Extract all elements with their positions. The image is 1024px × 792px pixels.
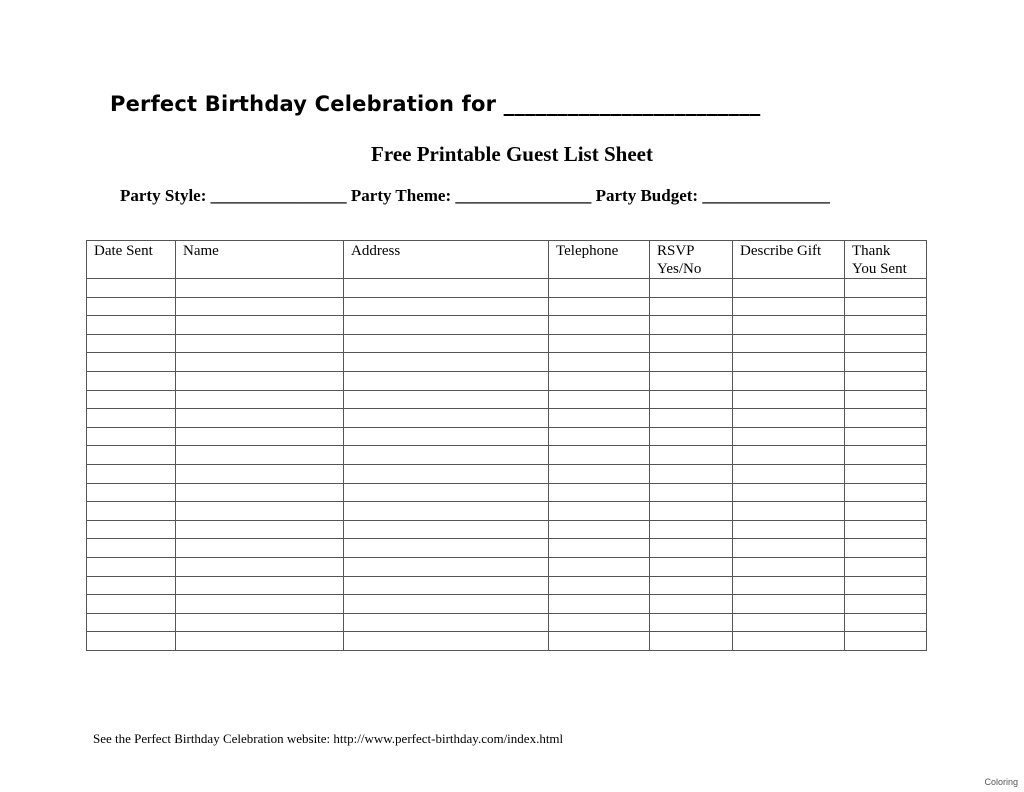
table-row (87, 520, 927, 539)
table-cell (845, 576, 927, 595)
table-cell (87, 390, 176, 409)
table-row (87, 297, 927, 316)
guest-list-table (86, 240, 927, 651)
table-cell (344, 483, 549, 502)
table-cell (549, 520, 650, 539)
table-cell (549, 390, 650, 409)
table-cell (176, 409, 344, 428)
table-cell (87, 520, 176, 539)
header-date-sent: Date Sent (87, 241, 176, 279)
table-cell (733, 279, 845, 298)
table-cell (176, 464, 344, 483)
table-cell (176, 371, 344, 390)
table-cell (845, 446, 927, 465)
party-fields: Party Style: ________________ Party Theme: ________________ Party Budget: _______________ (120, 186, 830, 205)
table-cell (845, 390, 927, 409)
table-cell (344, 595, 549, 614)
table-cell (176, 279, 344, 298)
table-cell (733, 390, 845, 409)
table-cell (87, 576, 176, 595)
table-cell (733, 353, 845, 372)
table-cell (549, 595, 650, 614)
table-cell (344, 446, 549, 465)
table-row (87, 539, 927, 558)
table-cell (733, 334, 845, 353)
table-cell (176, 613, 344, 632)
table-row (87, 576, 927, 595)
table-cell (650, 576, 733, 595)
table-cell (344, 297, 549, 316)
table-cell (176, 595, 344, 614)
table-cell (87, 539, 176, 558)
table-cell (845, 539, 927, 558)
watermark: Coloring (984, 777, 1018, 787)
table-row (87, 390, 927, 409)
table-cell (845, 334, 927, 353)
document-title: Perfect Birthday Celebration for ________________________ (110, 92, 761, 116)
table-cell (733, 446, 845, 465)
table-cell (733, 502, 845, 521)
table-cell (845, 502, 927, 521)
table-row (87, 334, 927, 353)
table-row (87, 446, 927, 465)
header-thank-you-sent: Thank You Sent (845, 241, 927, 279)
table-cell (733, 557, 845, 576)
table-cell (176, 539, 344, 558)
table-cell (549, 334, 650, 353)
table-cell (650, 632, 733, 651)
table-cell (176, 390, 344, 409)
table-cell (650, 390, 733, 409)
table-cell (549, 409, 650, 428)
table-cell (650, 427, 733, 446)
table-cell (87, 446, 176, 465)
table-cell (176, 334, 344, 353)
table-cell (549, 427, 650, 446)
table-cell (549, 557, 650, 576)
table-cell (549, 464, 650, 483)
table-cell (549, 613, 650, 632)
table-cell (87, 464, 176, 483)
table-row (87, 595, 927, 614)
table-cell (650, 446, 733, 465)
table-cell (176, 353, 344, 372)
table-cell (549, 446, 650, 465)
table-cell (733, 483, 845, 502)
table-cell (845, 483, 927, 502)
table-cell (650, 353, 733, 372)
table-cell (650, 409, 733, 428)
table-cell (87, 334, 176, 353)
table-cell (344, 613, 549, 632)
table-cell (87, 613, 176, 632)
table-cell (344, 279, 549, 298)
table-cell (733, 297, 845, 316)
table-cell (176, 297, 344, 316)
header-describe-gift: Describe Gift (733, 241, 845, 279)
footer-note: See the Perfect Birthday Celebration website: http://www.perfect-birthday.com/index.html (93, 731, 564, 746)
table-cell (845, 353, 927, 372)
table-cell (549, 353, 650, 372)
table-row (87, 316, 927, 335)
table-cell (549, 483, 650, 502)
table-cell (176, 502, 344, 521)
header-telephone: Telephone (549, 241, 650, 279)
table-row (87, 409, 927, 428)
table-cell (344, 427, 549, 446)
table-row (87, 632, 927, 651)
table-cell (344, 334, 549, 353)
header-name: Name (176, 241, 344, 279)
table-cell (176, 520, 344, 539)
table-cell (650, 371, 733, 390)
table-cell (87, 409, 176, 428)
table-row (87, 279, 927, 298)
table-cell (344, 502, 549, 521)
table-cell (549, 502, 650, 521)
table-cell (176, 576, 344, 595)
table-cell (733, 409, 845, 428)
table-cell (733, 632, 845, 651)
table-cell (733, 520, 845, 539)
table-cell (176, 557, 344, 576)
table-cell (845, 297, 927, 316)
table-cell (87, 632, 176, 651)
table-cell (176, 316, 344, 335)
table-row (87, 371, 927, 390)
table-cell (733, 427, 845, 446)
table-cell (845, 409, 927, 428)
table-cell (733, 316, 845, 335)
table-cell (650, 539, 733, 558)
table-header-row (87, 241, 927, 279)
table-cell (344, 632, 549, 651)
table-row (87, 613, 927, 632)
table-cell (87, 353, 176, 372)
table-cell (845, 632, 927, 651)
table-cell (549, 539, 650, 558)
table-cell (176, 446, 344, 465)
table-cell (87, 557, 176, 576)
table-cell (650, 557, 733, 576)
table-cell (344, 353, 549, 372)
table-cell (87, 483, 176, 502)
table-cell (845, 595, 927, 614)
table-cell (87, 297, 176, 316)
table-cell (344, 539, 549, 558)
table-cell (344, 371, 549, 390)
table-cell (845, 371, 927, 390)
table-cell (549, 316, 650, 335)
table-cell (87, 427, 176, 446)
table-row (87, 427, 927, 446)
table-cell (176, 483, 344, 502)
table-cell (845, 279, 927, 298)
table-cell (549, 297, 650, 316)
table-cell (650, 334, 733, 353)
table-cell (845, 316, 927, 335)
table-cell (549, 371, 650, 390)
table-cell (650, 502, 733, 521)
table-cell (650, 483, 733, 502)
table-cell (344, 520, 549, 539)
table-cell (344, 390, 549, 409)
table-cell (845, 557, 927, 576)
table-cell (733, 613, 845, 632)
table-cell (344, 409, 549, 428)
table-cell (733, 464, 845, 483)
table-cell (176, 632, 344, 651)
table-cell (87, 371, 176, 390)
table-cell (176, 427, 344, 446)
table-cell (87, 279, 176, 298)
table-cell (87, 595, 176, 614)
header-address: Address (344, 241, 549, 279)
table-cell (650, 520, 733, 539)
table-cell (549, 632, 650, 651)
table-cell (650, 279, 733, 298)
table-cell (845, 464, 927, 483)
table-cell (650, 613, 733, 632)
table-cell (344, 316, 549, 335)
table-row (87, 483, 927, 502)
table-cell (549, 279, 650, 298)
table-row (87, 464, 927, 483)
header-rsvp: RSVP Yes/No (650, 241, 733, 279)
table-cell (344, 464, 549, 483)
table-cell (344, 557, 549, 576)
guest-rows (87, 279, 927, 651)
table-cell (845, 520, 927, 539)
table-cell (344, 576, 549, 595)
table-cell (650, 297, 733, 316)
table-cell (733, 595, 845, 614)
table-cell (650, 595, 733, 614)
table-cell (87, 502, 176, 521)
table-cell (650, 316, 733, 335)
table-cell (650, 464, 733, 483)
table-cell (549, 576, 650, 595)
table-cell (845, 427, 927, 446)
table-row (87, 502, 927, 521)
document-subtitle: Free Printable Guest List Sheet (371, 142, 653, 166)
table-cell (733, 539, 845, 558)
table-cell (733, 576, 845, 595)
table-row (87, 557, 927, 576)
table-cell (733, 371, 845, 390)
table-cell (87, 316, 176, 335)
table-row (87, 353, 927, 372)
table-cell (845, 613, 927, 632)
